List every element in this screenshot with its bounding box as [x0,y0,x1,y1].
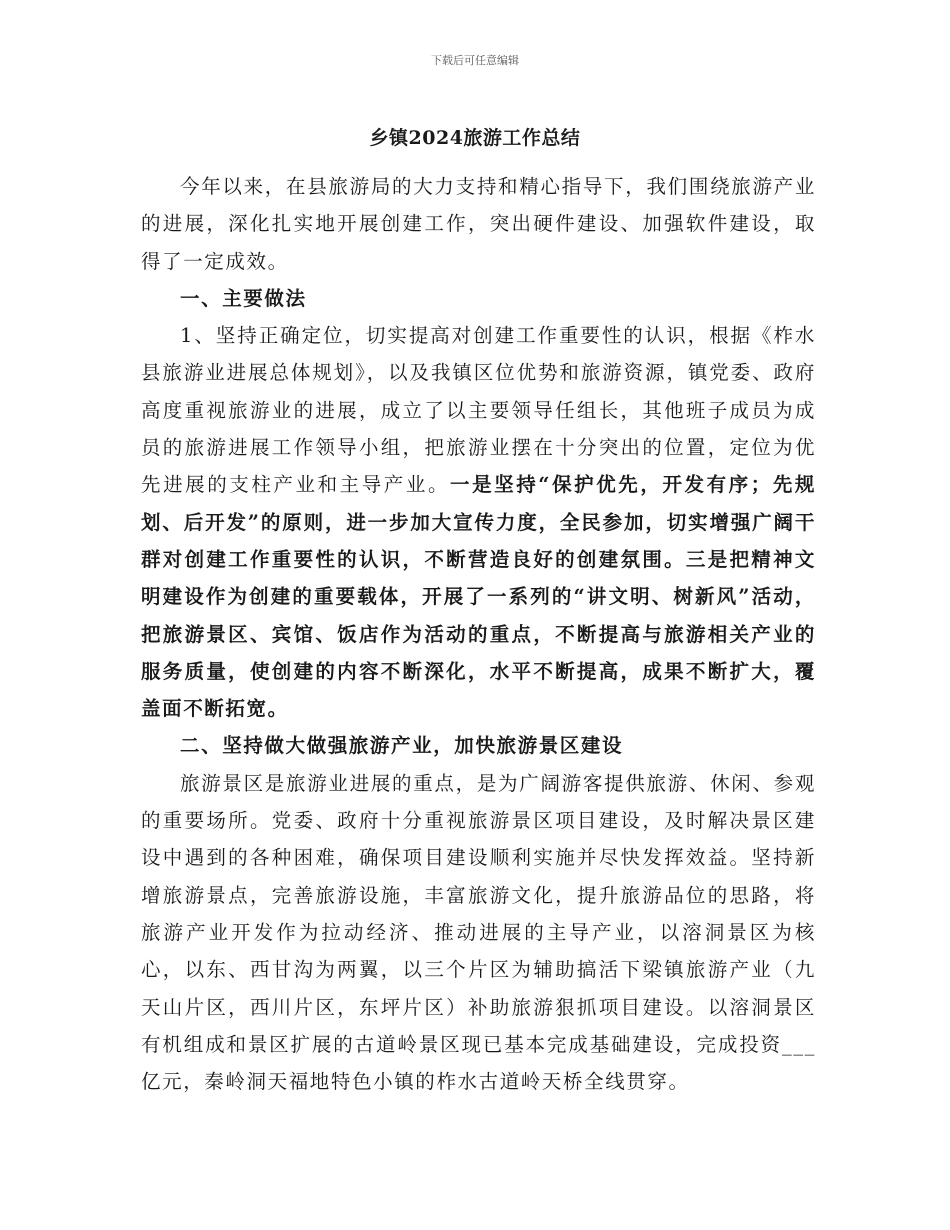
document-body [141,168,816,1100]
section1-text-normal: 1、坚持正确定位，切实提高对创建工作重要性的认识，根据《柞水县旅游业进展总体规划》，以及我镇区位优势和旅游资源，镇党委、政府高度重视旅游业的进展，成立了以主要领导任组长，其他班子成员为成员的旅游进展工作领导小组，把旅游业摆在十分突出的位置，定位为优先进展的支柱产业和主导产业。 [141,324,816,497]
page-header-note: 下载后可任意编辑 [431,54,519,67]
section1-text-bold: 一是坚持“保护优先，开发有序；先规划、后开发”的原则，进一步加大宣传力度，全民参加，切实增强广阔干群对创建工作重要性的认识，不断营造良好的创建氛围。三是把精神文明建设作为创建的重要载体，开展了一系列的“讲文明、树新风”活动，把旅游景区、宾馆、饭店作为活动的重点，不断提高与旅游相关产业的服务质量，使创建的内容不断深化，水平不断提高，成果不断扩大，覆盖面不断拓宽。 [141,473,816,721]
section-heading-2: 二、坚持做大做强旅游产业，加快旅游景区建设 [180,734,624,758]
section1-paragraph [141,317,816,727]
section2-paragraph: 旅游景区是旅游业进展的重点，是为广阔游客提供旅游、休闲、参观的重要场所。党委、政府十分重视旅游景区项目建设，及时解决景区建设中遇到的各种困难，确保项目建设顺利实施并尽快发挥效益。坚持新增旅游景点，完善旅游设施，丰富旅游文化，提升旅游品位的思路，将旅游产业开发作为拉动经济、推动进展的主导产业，以溶洞景区为核心，以东、西甘沟为两翼，以三个片区为辅助搞活下梁镇旅游产业（九天山片区，西川片区，东坪片区）补助旅游狠抓项目建设。以溶洞景区有机组成和景区扩展的古道岭景区现已基本完成基础建设，完成投资___亿元，秦岭洞天福地特色小镇的柞水古道岭天桥全线贯穿。 [141,771,816,1094]
section-heading-1: 一、主要做法 [180,286,307,310]
document-title: 乡镇2024旅游工作总结 [369,127,581,149]
intro-paragraph: 今年以来，在县旅游局的大力支持和精心指导下，我们围绕旅游产业的进展，深化扎实地开展创建工作，突出硬件建设、加强软件建设，取得了一定成效。 [141,175,816,273]
